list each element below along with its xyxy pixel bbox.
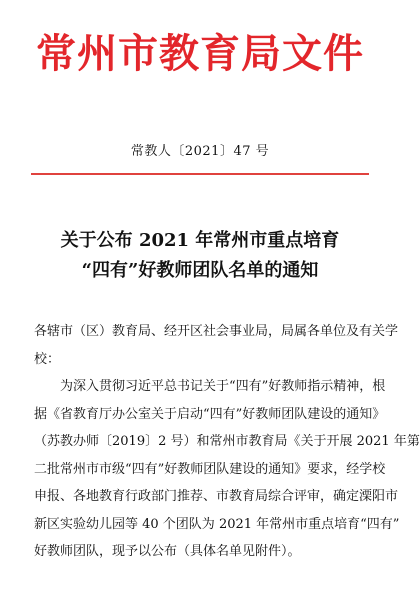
document-number: 常教人〔2021〕47 号 — [130, 144, 270, 159]
paragraph-line-3: （苏教办师〔2019〕2 号）和常州市教育局《关于开展 2021 年第 — [34, 434, 420, 449]
notice-title-line-2: “四有”好教师团队名单的通知 — [81, 260, 319, 281]
paragraph-line-1: 为深入贯彻习近平总书记关于“四有”好教师指示精神，根 — [60, 379, 386, 394]
paragraph-line-5: 申报、各地教育行政部门推荐、市教育局综合评审，确定溧阳市 — [34, 489, 399, 504]
paragraph-line-6: 新区实验幼儿园等 40 个团队为 2021 年常州市重点培育“四有” — [34, 516, 400, 532]
paragraph-line-4: 二批常州市市级“四有”好教师团队建设的通知》要求，经学校 — [34, 461, 386, 477]
addressee-line-1: 各辖市（区）教育局、经开区社会事业局，局属各单位及有关学 — [34, 324, 399, 339]
body-text — [34, 318, 420, 566]
masthead-title: 常州市教育局文件 — [36, 31, 364, 77]
paragraph-line-7: 好教师团队，现予以公布（具体名单见附件）。 — [34, 544, 301, 559]
red-divider-line — [31, 173, 369, 175]
paragraph-line-2: 据《省教育厅办公室关于启动“四有”好教师团队建设的通知》 — [34, 406, 386, 422]
addressee-line-2: 校： — [34, 351, 61, 367]
notice-title-line-1: 关于公布 2021 年常州市重点培育 — [60, 230, 340, 251]
